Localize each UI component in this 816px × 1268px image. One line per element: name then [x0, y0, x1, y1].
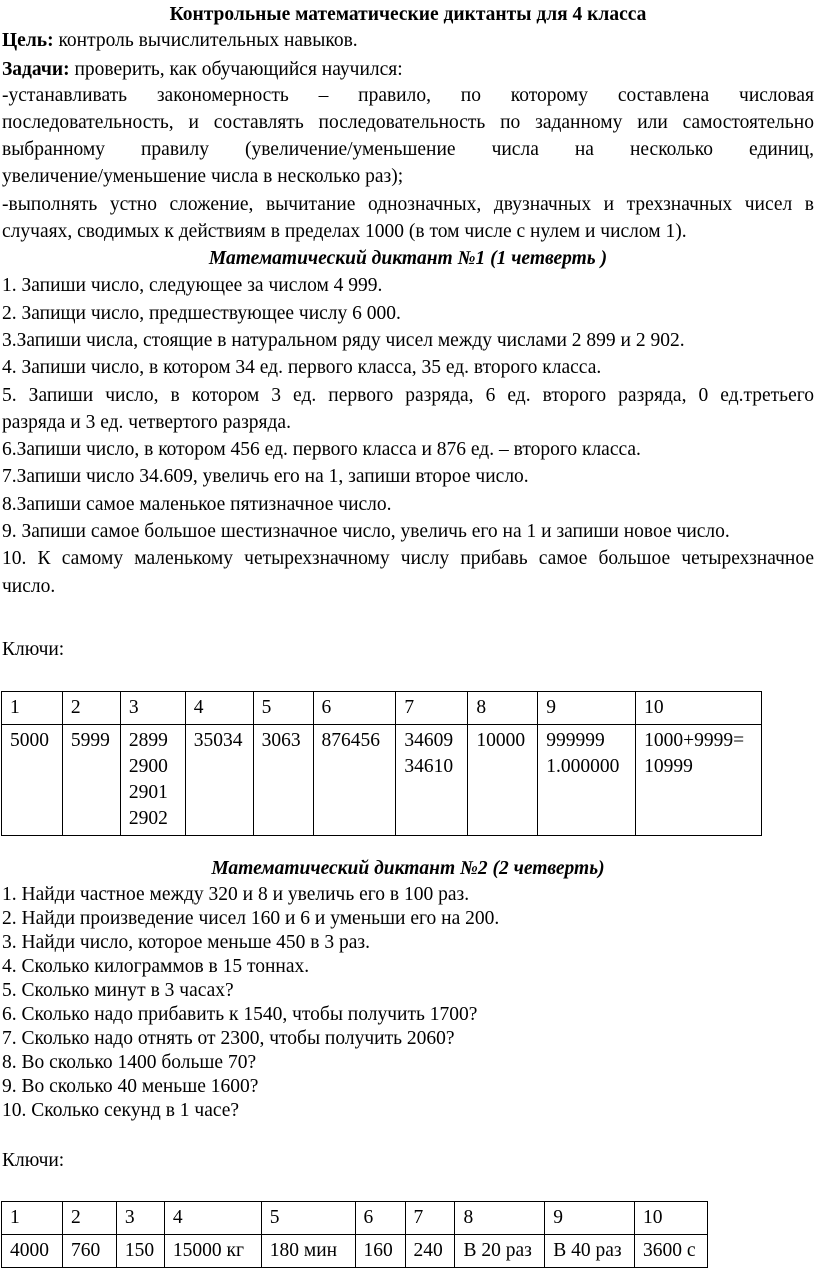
dictation1-item: 10. К самому маленькому четырехзначному числу прибавь самое большое четырехзначное	[2, 548, 814, 569]
table-header-cell: 3	[120, 692, 185, 725]
table-cell: 35034	[185, 725, 253, 836]
table-cell: 4000	[2, 1235, 63, 1268]
dictation2-item: 10. Сколько секунд в 1 часе?	[2, 1100, 240, 1121]
table-cell: 180 мин	[261, 1235, 355, 1268]
dictation1-item: 1. Запиши число, следующее за числом 4 999.	[2, 275, 383, 296]
table-header-cell: 4	[164, 1202, 261, 1235]
dictation1-item: разряда и 3 ед. четвертого разряда.	[2, 412, 291, 433]
table-header-cell: 2	[62, 692, 120, 725]
dictation2-item: 4. Сколько килограммов в 15 тоннах.	[2, 956, 310, 977]
tasks-label: Задачи:	[2, 59, 70, 80]
table-header-cell: 8	[455, 1202, 545, 1235]
table-cell: 876456	[313, 725, 396, 836]
dictation2-item: 1. Найди частное между 320 и 8 и увеличь его в 100 раз.	[2, 884, 470, 905]
table-row	[2, 725, 762, 836]
dictation1-item: 4. Запиши число, в котором 34 ед. первого класса, 35 ед. второго класса.	[2, 357, 602, 378]
table-header-cell: 10	[636, 692, 762, 725]
table-cell: 240	[405, 1235, 455, 1268]
table-header-cell: 7	[405, 1202, 455, 1235]
table-header-cell: 6	[313, 692, 396, 725]
table-header-cell: 9	[538, 692, 636, 725]
table-cell: В 40 раз	[545, 1235, 635, 1268]
dictation2-keys-label: Ключи:	[2, 1150, 65, 1171]
task-line: увеличение/уменьшение числа в несколько раз);	[2, 166, 404, 187]
table-header-cell: 4	[185, 692, 253, 725]
dictation1-item: 6.Запиши число, в котором 456 ед. первого класса и 876 ед. – второго класса.	[2, 439, 641, 460]
table-header-cell: 6	[355, 1202, 405, 1235]
table-header-cell: 7	[396, 692, 468, 725]
table-header-cell: 5	[253, 692, 313, 725]
table-cell: 150	[116, 1235, 164, 1268]
table-cell: 3600 с	[635, 1235, 708, 1268]
dictation2-keys-table	[1, 1201, 708, 1268]
goal-label: Цель:	[2, 30, 54, 51]
dictation2-item: 2. Найди произведение чисел 160 и 6 и уменьши его на 200.	[2, 908, 500, 929]
dictation1-item: 5. Запиши число, в котором 3 ед. первого разряда, 6 ед. второго разряда, 0 ед.третьего	[2, 385, 814, 406]
table-header-cell: 1	[2, 692, 63, 725]
table-cell: 3063	[253, 725, 313, 836]
dictation2-heading: Математический диктант №2 (2 четверть)	[211, 858, 605, 879]
table-cell: 10000	[468, 725, 538, 836]
table-cell: 999999 1.000000	[538, 725, 636, 836]
dictation2-item: 6. Сколько надо прибавить к 1540, чтобы получить 1700?	[2, 1004, 478, 1025]
table-header-cell: 3	[116, 1202, 164, 1235]
table-header-cell: 1	[2, 1202, 63, 1235]
dictation2-item: 3. Найди число, которое меньше 450 в 3 раз.	[2, 932, 370, 953]
table-cell: 160	[355, 1235, 405, 1268]
dictation1-keys-label: Ключи:	[2, 639, 65, 660]
table-header-cell: 8	[468, 692, 538, 725]
tasks-line	[2, 57, 814, 83]
dictation2-item: 7. Сколько надо отнять от 2300, чтобы получить 2060?	[2, 1028, 455, 1049]
table-cell: 2899 2900 2901 2902	[120, 725, 185, 836]
table-header-cell: 9	[545, 1202, 635, 1235]
table-header-row	[2, 1202, 708, 1235]
task-line: -выполнять устно сложение, вычитание однозначных, двузначных и трехзначных чисел в	[2, 194, 814, 215]
table-cell: 5999	[62, 725, 120, 836]
table-cell: 760	[62, 1235, 116, 1268]
dictation1-item: 7.Запиши число 34.609, увеличь его на 1, запиши второе число.	[2, 466, 529, 487]
goal-line	[2, 28, 814, 54]
dictation1-keys-table	[1, 691, 762, 836]
table-cell: 5000	[2, 725, 63, 836]
table-header-cell: 5	[261, 1202, 355, 1235]
dictation1-heading: Математический диктант №1 (1 четверть )	[208, 248, 608, 269]
task-line: выбранному правилу (увеличение/уменьшение числа на несколько единиц,	[2, 139, 814, 160]
task-line: -устанавливать закономерность – правило, по которому составлена числовая	[2, 85, 814, 106]
table-cell: 1000+9999= 10999	[636, 725, 762, 836]
task-line: случаях, сводимых к действиям в пределах 1000 (в том числе с нулем и числом 1).	[2, 221, 687, 242]
table-row	[2, 1235, 708, 1268]
dictation1-item: число.	[2, 576, 56, 597]
dictation2-item: 5. Сколько минут в 3 часах?	[2, 980, 234, 1001]
table-cell: В 20 раз	[455, 1235, 545, 1268]
dictation2-item: 8. Во сколько 1400 больше 70?	[2, 1052, 257, 1073]
table-header-cell: 2	[62, 1202, 116, 1235]
dictation2-item: 9. Во сколько 40 меньше 1600?	[2, 1076, 259, 1097]
task-line: последовательность, и составлять последовательность по заданному или самостоятельно	[2, 112, 814, 133]
table-cell: 15000 кг	[164, 1235, 261, 1268]
table-header-cell: 10	[635, 1202, 708, 1235]
dictation1-item: 3.Запиши числа, стоящие в натуральном ряду чисел между числами 2 899 и 2 902.	[2, 330, 685, 351]
tasks-text: проверить, как обучающийся научился:	[69, 59, 403, 80]
table-cell: 34609 34610	[396, 725, 468, 836]
document-title: Контрольные математические диктанты для 4 класса	[169, 4, 647, 25]
table-header-row	[2, 692, 762, 725]
dictation1-item: 2. Запищи число, предшествующее числу 6 000.	[2, 303, 401, 324]
dictation1-item: 9. Запиши самое большое шестизначное число, увеличь его на 1 и запиши новое число.	[2, 521, 730, 542]
dictation1-item: 8.Запиши самое маленькое пятизначное число.	[2, 494, 392, 515]
goal-text: контроль вычислительных навыков.	[53, 30, 358, 51]
